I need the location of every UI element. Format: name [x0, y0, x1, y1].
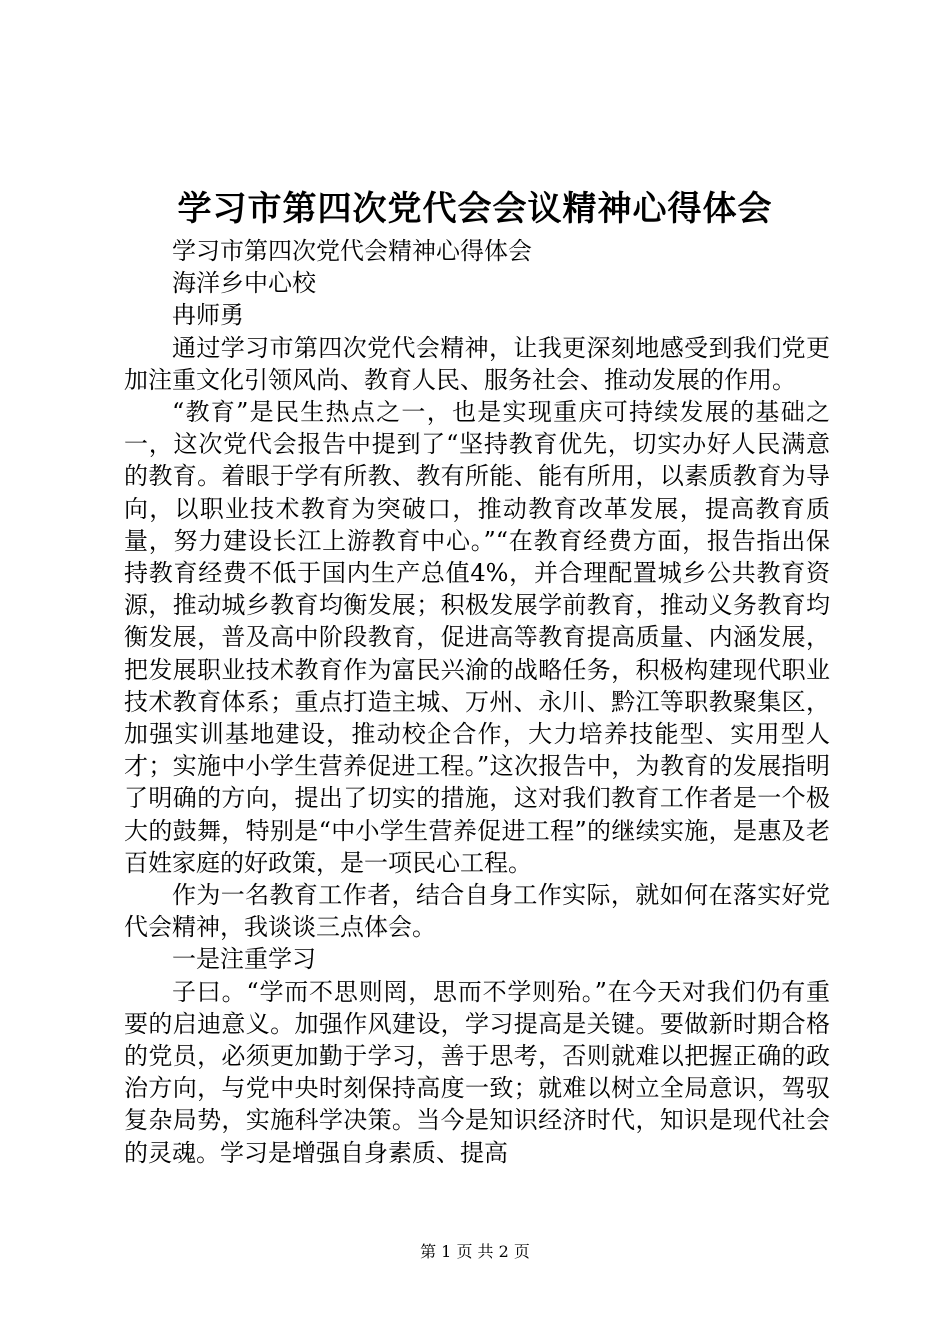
document-title: 学习市第四次党代会会议精神心得体会 [177, 189, 773, 229]
author-name: 冉师勇 [172, 301, 244, 330]
document-body [124, 235, 830, 1169]
section-heading: 一是注重学习 [172, 945, 316, 974]
subtitle-paragraph: 学习市第四次党代会精神心得体会 [172, 237, 532, 265]
school-name: 海洋乡中心校 [172, 269, 316, 298]
body-paragraph: 子曰。“学而不思则罔，思而不学则殆。”在今天对我们仍有重要的启迪意义。加强作风建设，学习提高是关键。要做新时期合格的党员，必须更加勤于学习，善于思考，否则就难以把握正确的政治方向，与党中央时刻保持高度一致；就难以树立全局意识，驾驭复杂局势，实施科学决策。当今是知识经济时代，知识是现代社会的灵魂。学习是增强自身素质、提高 [124, 977, 830, 1167]
body-paragraph: 通过学习市第四次党代会精神，让我更深刻地感受到我们党更加注重文化引领风尚、教育人民、服务社会、推动发展的作用。 [124, 333, 830, 394]
body-paragraph: 作为一名教育工作者，结合自身工作实际，就如何在落实好党代会精神，我谈谈三点体会。 [124, 881, 830, 942]
body-paragraph: “教育”是民生热点之一，也是实现重庆可持续发展的基础之一，这次党代会报告中提到了“坚持教育优先，切实办好人民满意的教育。着眼于学有所教、教有所能、能有所用，以素质教育为导向，以职业技术教育为突破口，推动教育改革发展，提高教育质量，努力建设长江上游教育中心。”“在教育经费方面，报告指出保持教育经费不低于国内生产总值4%，并合理配置城乡公共教育资源，推动城乡教育均衡发展；积极发展学前教育，推动义务教育均衡发展，普及高中阶段教育，促进高等教育提高质量、内涵发展，把发展职业技术教育作为富民兴渝的战略任务，积极构建现代职业技术教育体系；重点打造主城、万州、永川、黔江等职教聚集区，加强实训基地建设，推动校企合作，大力培养技能型、实用型人才；实施中小学生营养促进工程。”这次报告中，为教育的发展指明了明确的方向，提出了切实的措施，这对我们教育工作者是一个极大的鼓舞，特别是“中小学生营养促进工程”的继续实施，是惠及老百姓家庭的好政策，是一项民心工程。 [124, 398, 830, 877]
page-number-footer: 第 1 页 共 2 页 [420, 1242, 530, 1261]
